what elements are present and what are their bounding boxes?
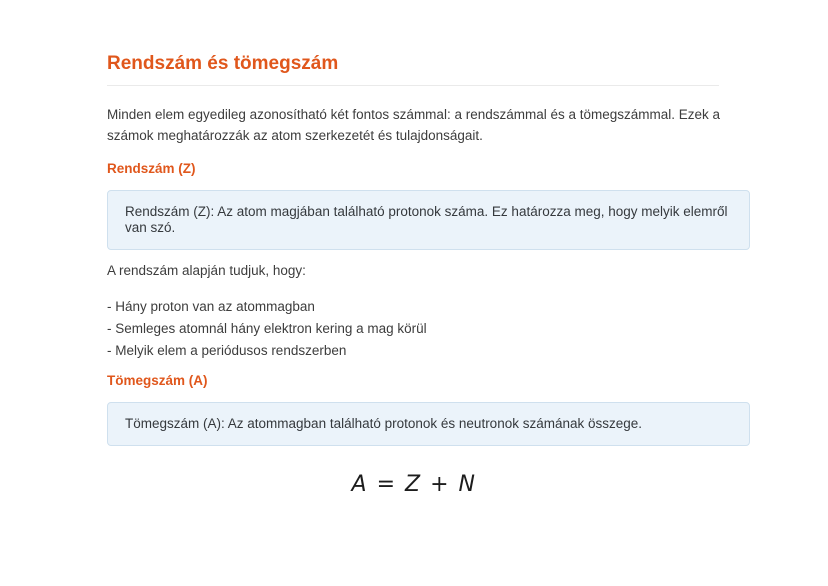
list-item: - Melyik elem a periódusos rendszerben (107, 343, 347, 358)
title-divider (107, 85, 719, 86)
formula-row (0, 472, 828, 497)
section-heading-tomegszam: Tömegszám (A) (107, 373, 208, 388)
definition-box-tomegszam (107, 402, 750, 446)
list-intro: A rendszám alapján tudjuk, hogy: (107, 263, 306, 278)
intro-paragraph: Minden elem egyedileg azonosítható két fontos számmal: a rendszámmal és a tömegszámmal. Ezek a számok meghatározzák az atom szerkezetét és tulajdonságait. (107, 107, 721, 143)
mass-number-formula: A = Z + N (351, 472, 477, 497)
list-item: - Semleges atomnál hány elektron kering a mag körül (107, 321, 427, 336)
rendszam-fact-list (107, 296, 750, 362)
section-heading-rendszam: Rendszám (Z) (107, 161, 196, 176)
definition-box-rendszam (107, 190, 750, 250)
list-item: - Hány proton van az atommagban (107, 299, 315, 314)
definition-text-rendszam: Rendszám (Z): Az atom magjában található protonok száma. Ez határozza meg, hogy melyik elemről van szó. (125, 204, 728, 235)
definition-text-tomegszam: Tömegszám (A): Az atommagban található protonok és neutronok számának összege. (125, 416, 643, 431)
page-title: Rendszám és tömegszám (107, 53, 339, 74)
